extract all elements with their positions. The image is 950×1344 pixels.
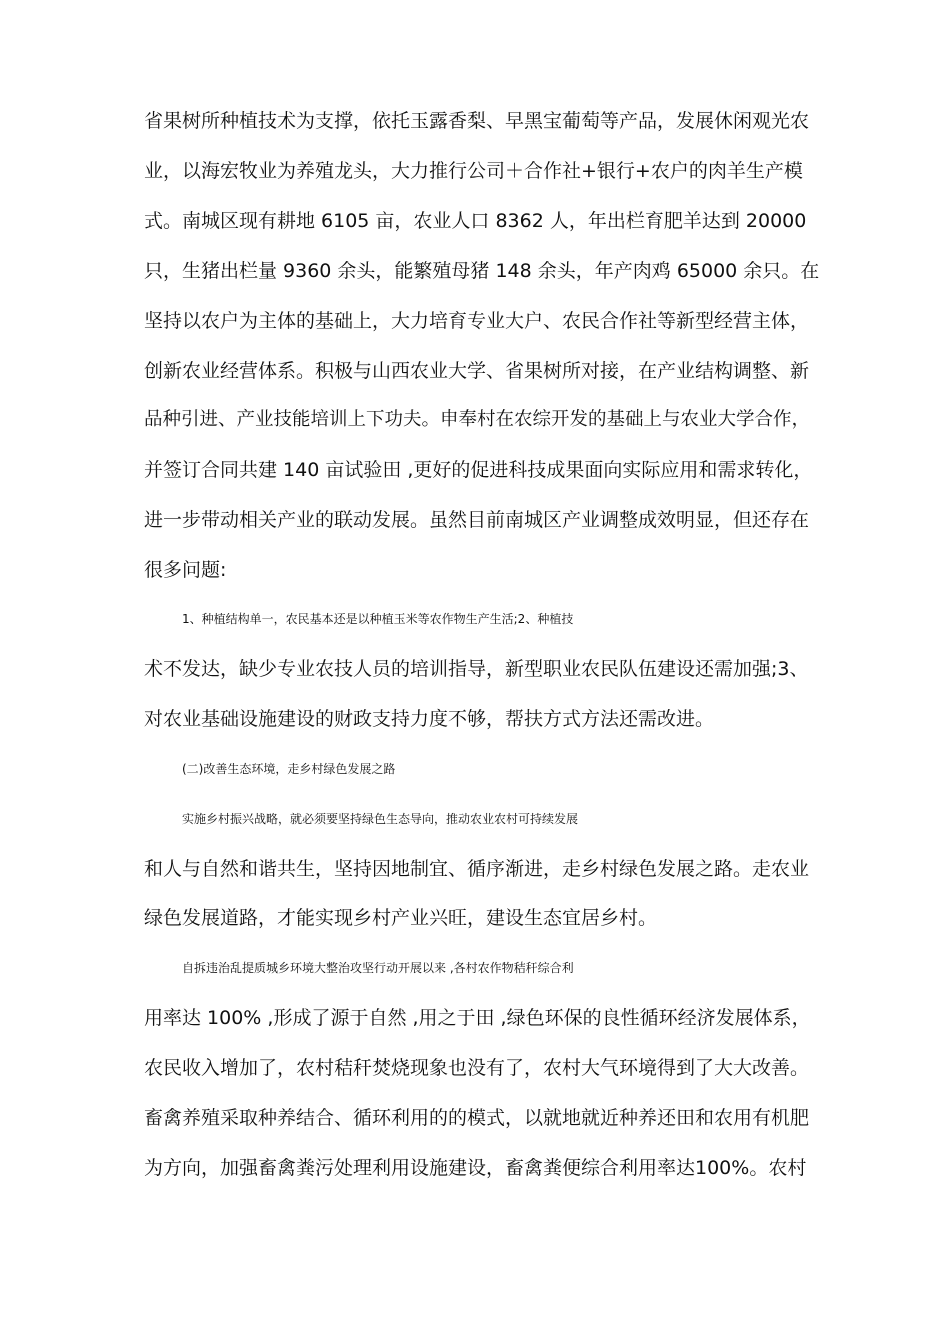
text-line: 自拆违治乱提质城乡环境大整治攻坚行动开展以来 ,各村农作物秸秆综合利 (182, 961, 574, 975)
text-line: 为方向，加强畜禽粪污处理利用设施建设，畜禽粪便综合利用率达100%。农村 (144, 1157, 807, 1179)
text-line: 1、种植结构单一，农民基本还是以种植玉米等农作物生产生活;2、种植技 (182, 612, 574, 626)
text-line: 省果树所种植技术为支撑，依托玉露香梨、早黑宝葡萄等产品，发展休闲观光农 (144, 110, 810, 132)
text-line: 很多问题: (144, 559, 227, 581)
text-line: 和人与自然和谐共生，坚持因地制宜、循序渐进，走乡村绿色发展之路。走农业 (144, 858, 810, 880)
text-line: 农民收入增加了，农村秸秆焚烧现象也没有了，农村大气环境得到了大大改善。 (144, 1057, 810, 1079)
text-line: 坚持以农户为主体的基础上，大力培育专业大户、农民合作社等新型经营主体， (144, 310, 810, 332)
text-line: 品种引进、产业技能培训上下功夫。申奉村在农综开发的基础上与农业大学合作， (144, 409, 811, 430)
text-line: 进一步带动相关产业的联动发展。虽然目前南城区产业调整成效明显，但还存在 (144, 509, 810, 531)
text-line: 术不发达，缺少专业农技人员的培训指导，新型职业农民队伍建设还需加强;3、 (144, 658, 809, 680)
text-line: 业，以海宏牧业为养殖龙头，大力推行公司＋合作社+银行+农户的肉羊生产模 (144, 160, 803, 182)
section-heading: (二)改善生态环境，走乡村绿色发展之路 (182, 762, 396, 776)
text-line: 对农业基础设施建设的财政支持力度不够，帮扶方式方法还需改进。 (144, 708, 715, 730)
text-line: 只，生猪出栏量 9360 余头，能繁殖母猪 148 余头，年产肉鸡 65000 余只。在 (144, 260, 820, 282)
text-line: 用率达 100% ,形成了源于自然 ,用之于田 ,绿色环保的良性循环经济发展体系， (144, 1007, 811, 1029)
text-line: 创新农业经营体系。积极与山西农业大学、省果树所对接，在产业结构调整、新 (144, 360, 810, 382)
text-line: 实施乡村振兴战略，就必须要坚持绿色生态导向，推动农业农村可持续发展 (182, 812, 579, 826)
text-line: 绿色发展道路，才能实现乡村产业兴旺，建设生态宜居乡村。 (144, 907, 658, 929)
text-line: 并签订合同共建 140 亩试验田 ,更好的促进科技成果面向实际应用和需求转化， (144, 459, 813, 481)
text-line: 式。南城区现有耕地 6105 亩，农业人口 8362 人，年出栏育肥羊达到 20000 (144, 210, 807, 232)
text-line: 畜禽养殖采取种养结合、循环利用的的模式，以就地就近种养还田和农用有机肥 (144, 1107, 810, 1129)
